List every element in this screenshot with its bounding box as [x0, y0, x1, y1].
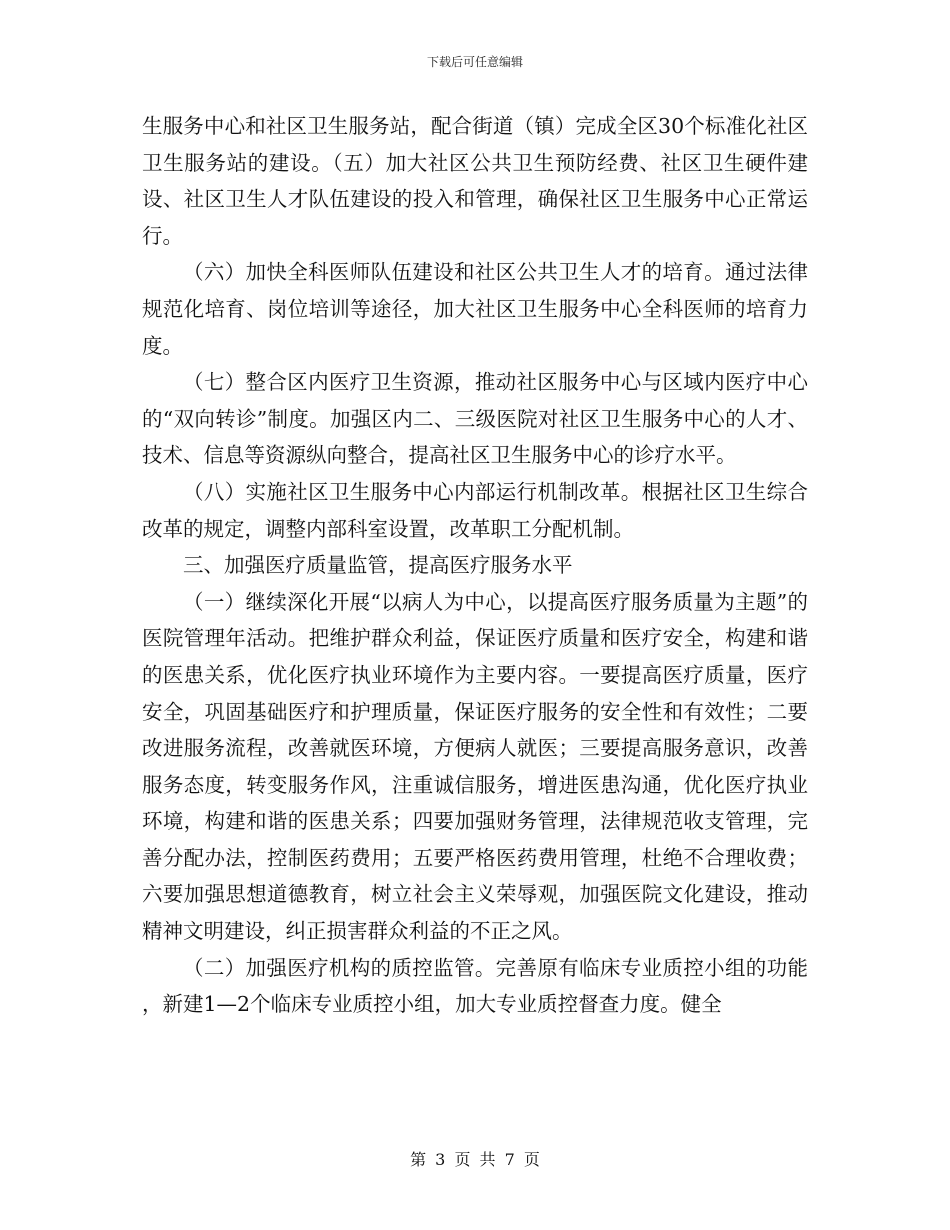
section-heading-3: 三、加强医疗质量监管，提高医疗服务水平: [183, 553, 573, 578]
paragraph-continuation: 生服务中心和社区卫生服务站，配合街道（镇）完成全区30个标准化社区卫生服务站的建设。（五）加大社区公共卫生预防经费、社区卫生硬件建设、社区卫生人才队伍建设的投入和管理，确保社区卫生服务中心正常运行。: [142, 114, 808, 248]
paragraph-section3-item-2: （二）加强医疗机构的质控监管。完善原有临床专业质控小组的功能，新建1—2个临床专业质控小组，加大专业质控督查力度。健全: [142, 955, 808, 1017]
paragraph-section3-item-1: （一）继续深化开展“以病人为中心，以提高医疗服务质量为主题”的医院管理年活动。把维护群众利益，保证医疗质量和医疗安全，构建和谐的医患关系，优化医疗执业环境作为主要内容。一要提高医疗质量，医疗安全，巩固基础医疗和护理质量，保证医疗服务的安全性和有效性；二要改进服务流程，改善就医环境，方便病人就医；三要提高服务意识，改善服务态度，转变服务作风，注重诚信服务，增进医患沟通，优化医疗执业环境，构建和谐的医患关系；四要加强财务管理，法律规范收支管理，完善分配办法，控制医药费用；五要严格医药费用管理，杜绝不合理收费；六要加强思想道德教育，树立社会主义荣辱观，加强医院文化建设，推动精神文明建设，纠正损害群众利益的不正之风。: [142, 589, 808, 944]
paragraph-item-6: （六）加快全科医师队伍建设和社区公共卫生人才的培育。通过法律规范化培育、岗位培训等途径，加大社区卫生服务中心全科医师的培育力度。: [142, 260, 808, 358]
paragraph-item-7: （七）整合区内医疗卫生资源，推动社区服务中心与区域内医疗中心的“双向转诊”制度。加强区内二、三级医院对社区卫生服务中心的人才、技术、信息等资源纵向整合，提高社区卫生服务中心的诊疗水平。: [142, 370, 808, 468]
page-header-note: 下载后可任意编辑: [426, 55, 523, 69]
document-body: [142, 108, 808, 1023]
page-number: 第 3 页 共 7 页: [410, 1150, 540, 1169]
paragraph-item-8: （八）实施社区卫生服务中心内部运行机制改革。根据社区卫生综合改革的规定，调整内部科室设置，改革职工分配机制。: [142, 479, 808, 541]
